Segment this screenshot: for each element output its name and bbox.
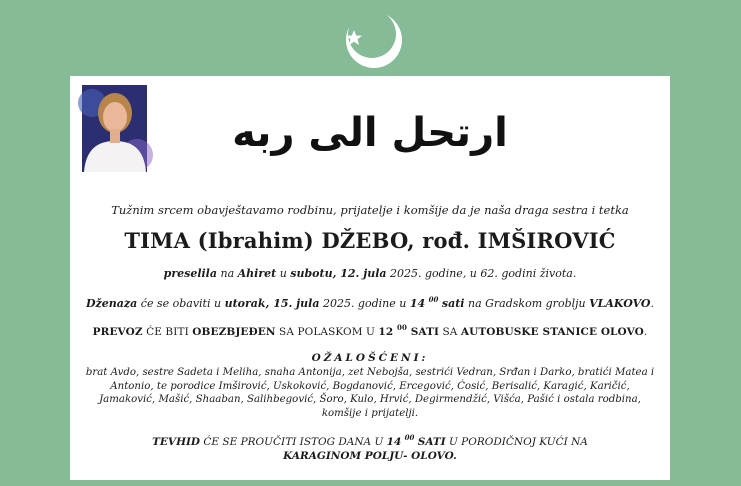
funeral-notice: Dženaza će se obaviti u utorak, 15. jula 2025. godine u 14 $^{00}$ sati na Gradskom groblju VLAKOVO. xyxy=(85,295,655,310)
transport-notice: PREVOZ ĆE BITI OBEZBJEĐEN SA POLASKOM U 12 $^{00}$ SATI SA AUTOBUSKE STANICE OLOVO. xyxy=(92,323,648,338)
mourners-title: OŽALOŠĆENI: xyxy=(311,352,429,364)
arabic-calligraphy xyxy=(232,88,508,178)
obituary-card xyxy=(70,76,670,480)
svg-text:ارتحل الى ربه: ارتحل الى ربه xyxy=(232,110,508,156)
deceased-name: TIMA (Ibrahim) DŽEBO, rođ. IMŠIROVIĆ xyxy=(124,228,616,253)
deceased-photo xyxy=(82,85,147,172)
mourners-list: brat Avdo, sestre Sadeta i Meliha, snaha Antonija, zet Nebojša, sestrići Vedran, Srđan i Darko, bratići Matea i Antonio, te porodice Imširović, Uskoković, Bogdanović, Ercegović, Ćosić, Berisalić, Karagić, Karičić, Jamaković, Mašić, Shaaban, Salihbegović, Šoro, Kulo, Hrvić, Degirmendžić, Višća, Pašić i ostala rodbina, komšije i prijatelji. xyxy=(85,367,655,419)
crescent-and-star-icon xyxy=(336,8,408,70)
intro-text: Tužnim srcem obavještavamo rodbinu, prijatelje i komšije da je naša draga sestra i tetka xyxy=(111,203,629,217)
tevhid-notice: TEVHID ĆE SE PROUČITI ISTOG DANA U 14 $^{00}$ SATI U PORODIČNOJ KUĆI NA xyxy=(152,433,588,448)
death-notice: preselila na Ahiret u subotu, 12. jula 2025. godine, u 62. godini života. xyxy=(163,267,577,280)
tevhid-location: KARAGINOM POLJU- OLOVO. xyxy=(283,450,457,462)
portrait-image xyxy=(82,85,147,172)
